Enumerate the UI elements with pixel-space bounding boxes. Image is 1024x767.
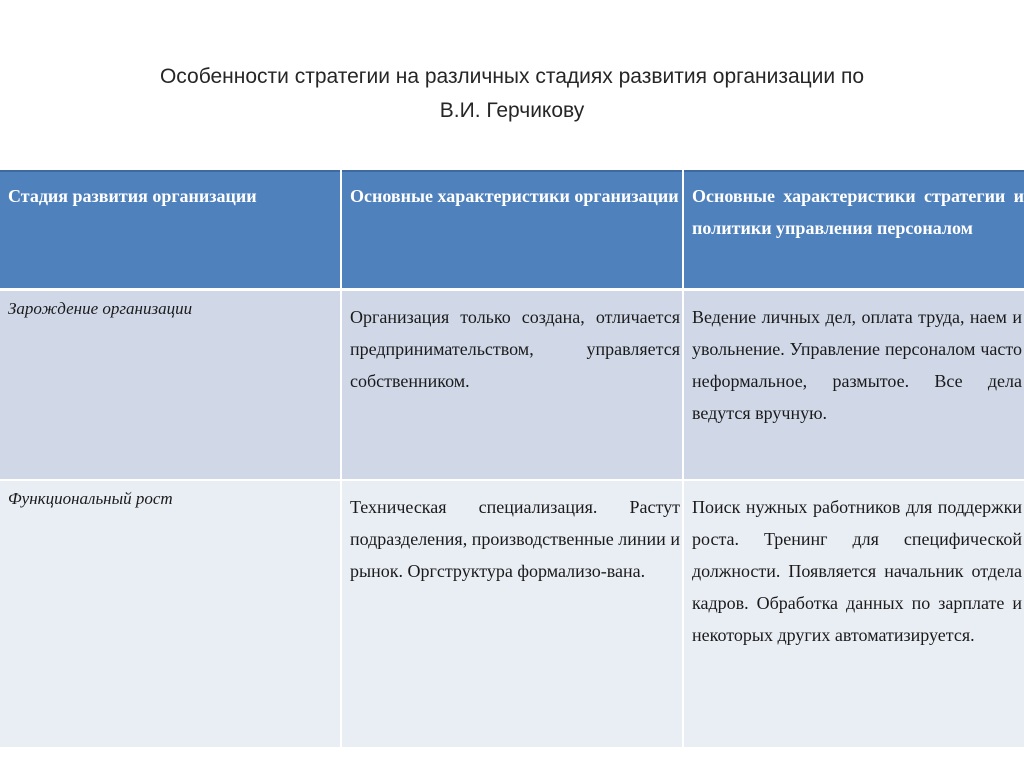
slide-title [60, 60, 964, 128]
organization-cell: Техническая специализация. Растут подразделения, производственные линии и рынок. Оргструктура формализо-вана. [341, 480, 683, 748]
slide-title-line-2: В.И. Герчикову [439, 99, 585, 122]
slide-title-line-1: Особенности стратегии на различных стадиях развития организации по [159, 65, 865, 88]
header-strategy-characteristics: Основные характеристики стратегии и политики управления персоналом [683, 171, 1024, 290]
strategy-cell: Ведение личных дел, оплата труда, наем и увольнение. Управление персоналом часто неформальное, размытое. Все дела ведутся вручную. [683, 290, 1024, 481]
stage-cell: Функциональный рост [0, 480, 341, 748]
table-row [0, 290, 1024, 481]
header-organization-characteristics: Основные характеристики организации [341, 171, 683, 290]
organization-cell: Организация только создана, отличается предпринимательством, управляется собственником. [341, 290, 683, 481]
strategy-table [0, 170, 1024, 749]
table-header-row [0, 171, 1024, 290]
stage-cell: Зарождение организации [0, 290, 341, 481]
table-row [0, 480, 1024, 748]
header-stage: Стадия развития организации [0, 171, 341, 290]
strategy-cell: Поиск нужных работников для поддержки роста. Тренинг для специфической должности. Появляется начальник отдела кадров. Обработка данных по зарплате и некоторых других автоматизируется. [683, 480, 1024, 748]
